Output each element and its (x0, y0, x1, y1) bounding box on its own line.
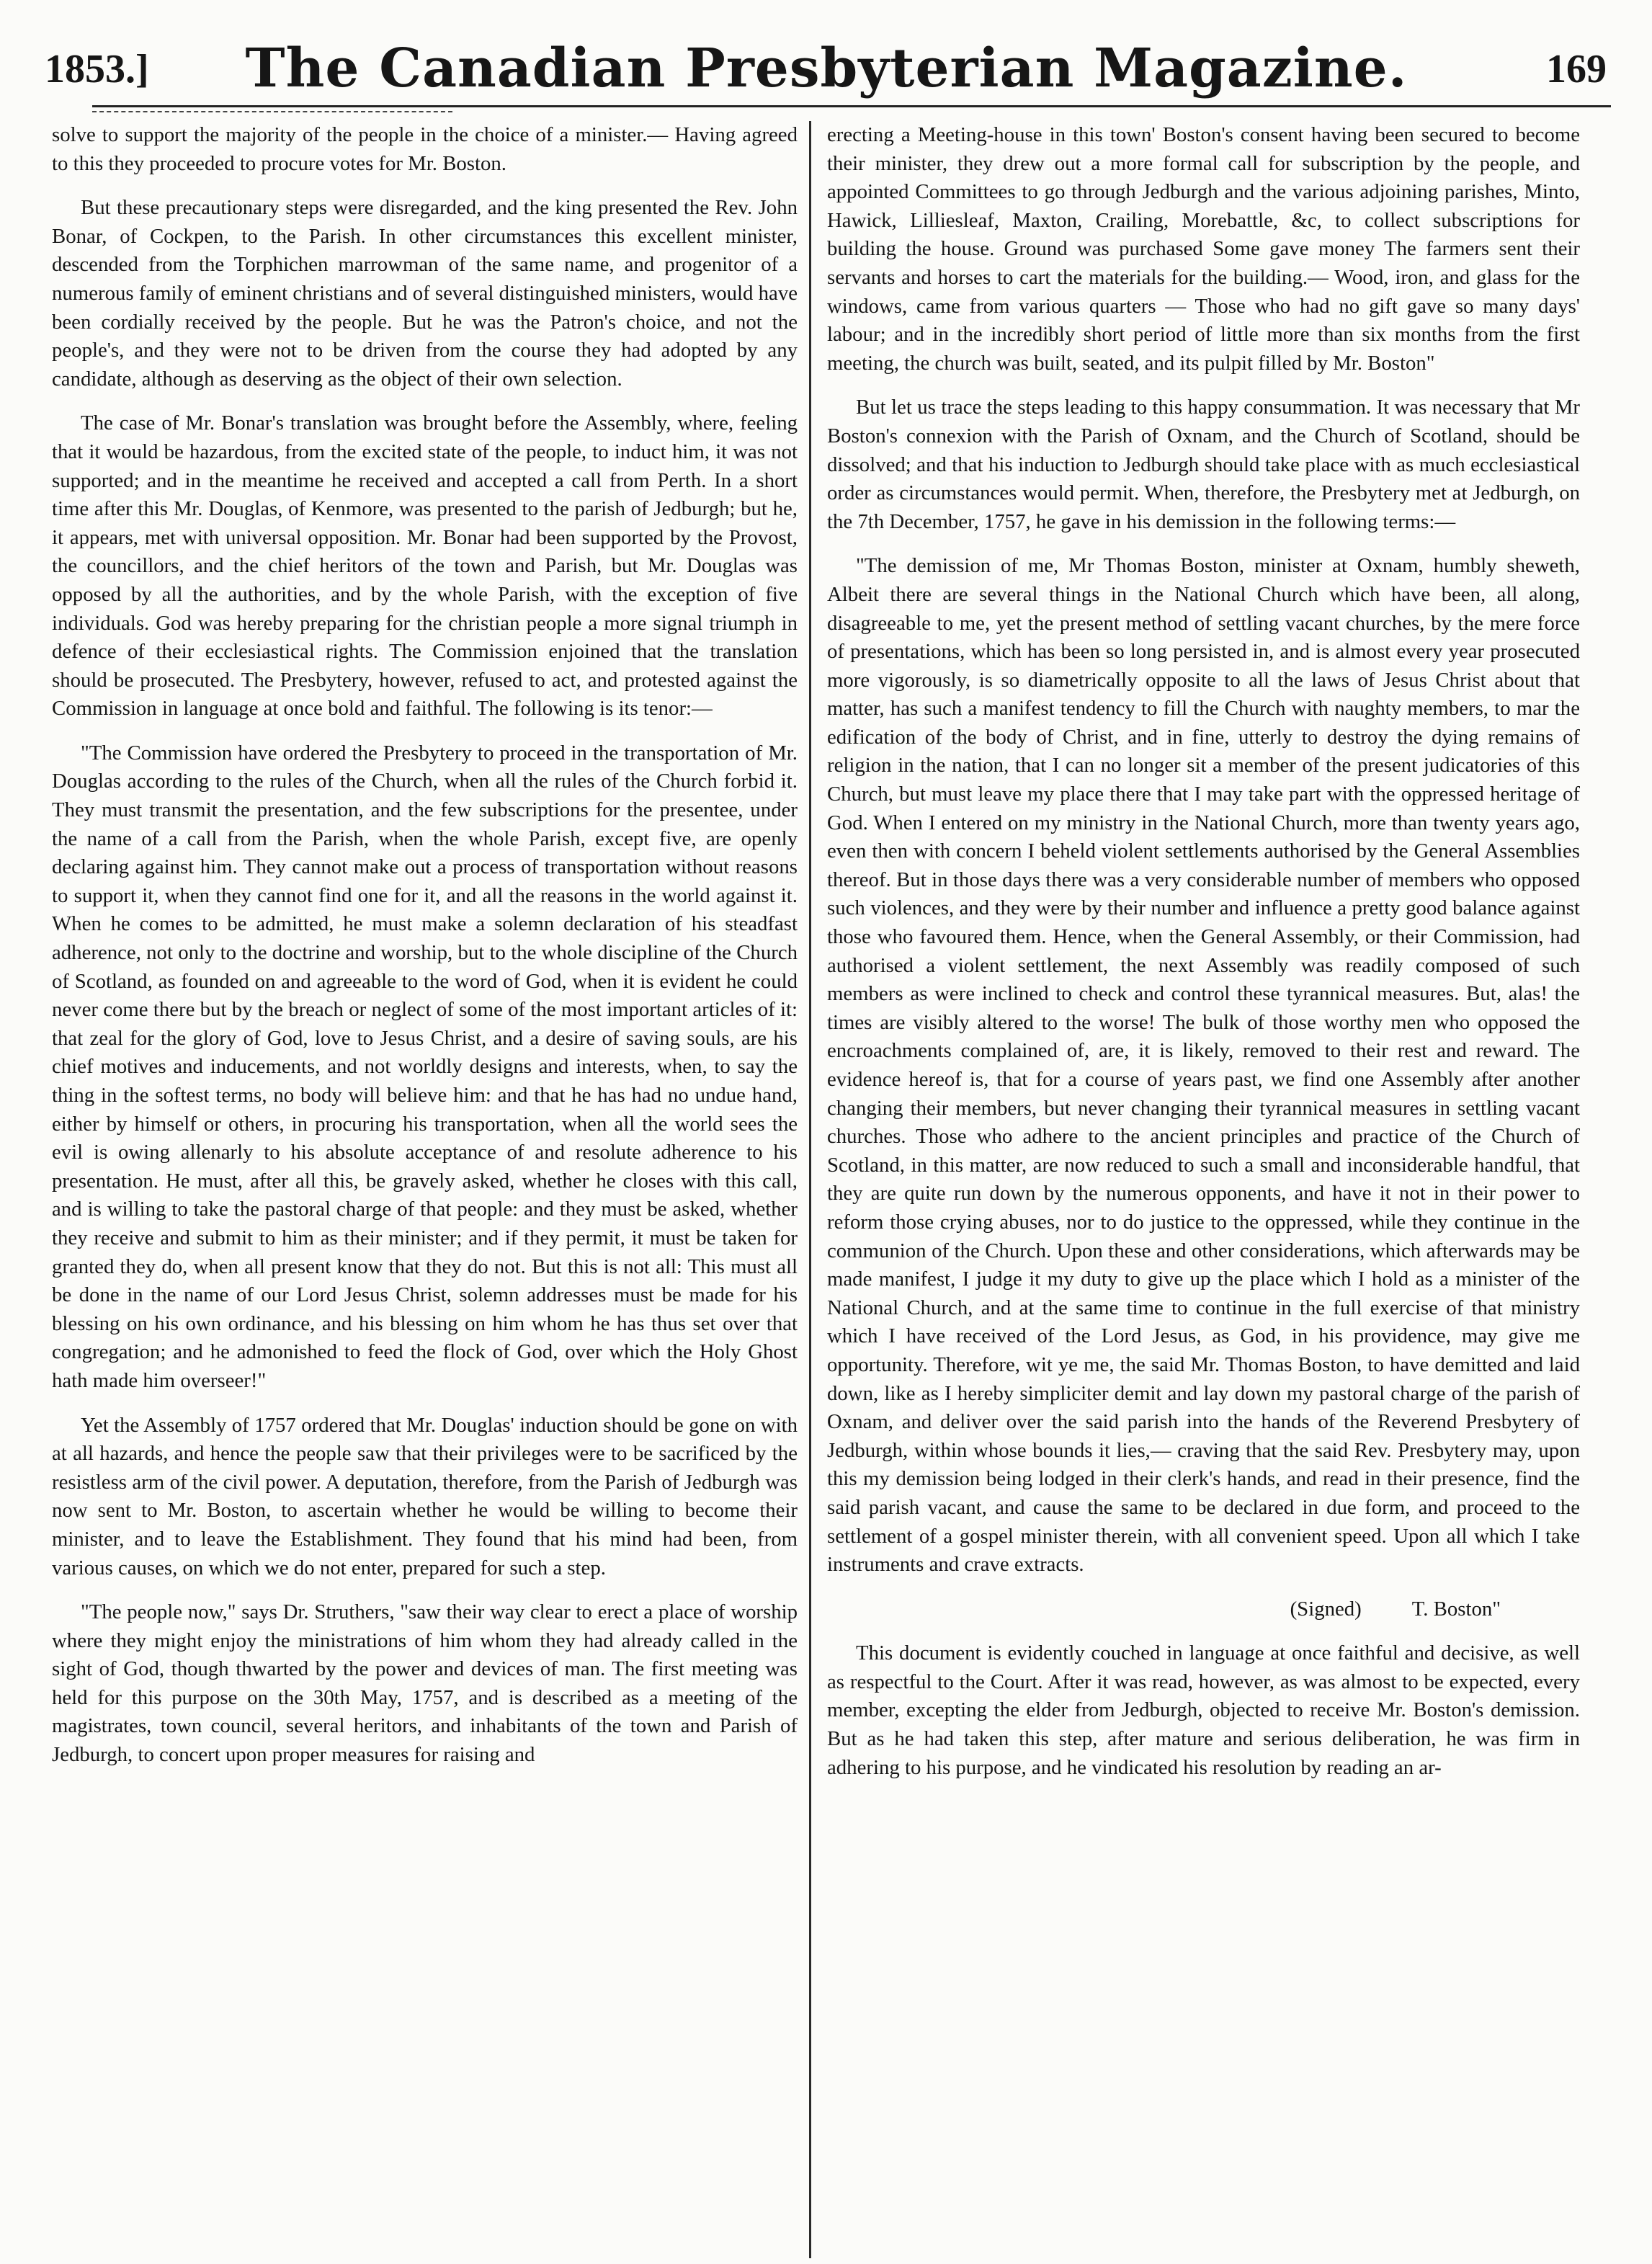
paragraph: But these precautionary steps were disregarded, and the king presented the Rev. John Bonar, of Cockpen, to the Parish. In other circumstances this excellent minister, descended from the Torphichen marrowman of the same name, and progenitor of a numerous family of eminent christians and of several distinguished ministers, would have been cordially received by the people. But he was the Patron's choice, and not the people's, and they were not to be driven from the course they had adopted by any candidate, although as deserving as the object of their own selection. (52, 196, 798, 391)
paragraph: But let us trace the steps leading to this happy consummation. It was necessary that Mr Boston's connexion with the Parish of Oxnam, and the Church of Scotland, should be dissolved; and that his induction to Jedburgh should take place with as much ecclesiastical order as circumstances would permit. When, therefore, the Presbytery met at Jedburgh, on the 7th December, 1757, he gave in his demission in the following terms:— (827, 396, 1580, 533)
quoted-protest: "The Commission have ordered the Presbytery to proceed in the transportation of Mr. Douglas according to the rules of the Church, when all the rules of the Church forbid it. They must transmit the presentation, and the few subscriptions for the presentee, under the name of a call from the Parish, when the whole Parish, except five, are openly declaring against him. They cannot make out a process of transportation without reasons to support it, when they cannot find one for it, and all the reasons in the world against it. When he comes to be admitted, he must make a solemn declaration of his steadfast adherence, not only to the doctrine and worship, but to the whole discipline of the Church of Scotland, as founded on and agreeable to the word of God, when it is evident he could never come there but by the breach or neglect of some of the most important articles of it: that zeal for the glory of God, love to Jesus Christ, and a desire of saving souls, are his chief motives and inducements, and not worldly designs and interests, when, to say the thing in the softest terms, no body will believe him: and that he has had no undue hand, either by himself or others, in procuring his transportation, when all the world sees the evil is owing allenarly to his absolute acceptance of and resolute adherence to his presentation. He must, after all this, be gravely asked, whether he closes with this call, and is willing to take the pastoral charge of that people: and they must be asked, whether they receive and submit to him as their minister; and if they permit, it must be taken for granted they do, when all present know that they do not. But this is not all: This must all be done in the name of our Lord Jesus Christ, solemn addresses must be made for his blessing on his own ordinance, and his blessing on him whom he has thus set over that congregation; and he admonished to feed the flock of God, over which the Holy Ghost hath made him overseer!" (52, 741, 798, 1392)
header-year: 1853.] (45, 47, 149, 92)
signature-name: T. Boston" (1411, 1597, 1501, 1621)
header-rule (92, 105, 1611, 107)
paragraph: erecting a Meeting-house in this town' Boston's consent having been secured to become their minister, they drew out a more formal call for subscription by the people, and appointed Committees to go through Jedburgh and the various adjoining parishes, Minto, Hawick, Lilliesleaf, Maxton, Crailing, Morebattle, &c, to collect subscriptions for building the house. Ground was purchased Some gave money The farmers sent their servants and horses to cart the materials for the building.— Wood, iron, and glass for the windows, came from various quarters — Those who had no gift gave so many days' labour; and in the incredibly short period of little more than six months from the first meeting, the church was built, seated, and its pulpit filled by Mr. Boston" (827, 123, 1580, 375)
signature-line (827, 1595, 1580, 1624)
signed-label: (Signed) (1290, 1597, 1362, 1621)
quoted-struthers: "The people now," says Dr. Struthers, "saw their way clear to erect a place of worship where they might enjoy the ministrations of him whom they had already called in the sight of God, though thwarted by the power and devices of man. The first meeting was held for this purpose on the 30th May, 1757, and is described as a meeting of the magistrates, town council, several heritors, and inhabitants of the town and Parish of Jedburgh, to concert upon proper measures for raising and (52, 1600, 798, 1767)
page-header (42, 35, 1611, 107)
paragraph: The case of Mr. Bonar's translation was brought before the Assembly, where, feeling that it would be hazardous, from the excited state of the people, to induct him, it was not supported; and in the meantime he received and accepted a call from Perth. In a short time after this Mr. Douglas, of Kenmore, was presented to the parish of Jedburgh; but he, it appears, met with universal opposition. Mr. Bonar had been supported by the Provost, the councillors, and the chief heritors of the town and Parish, but Mr. Douglas was opposed by all the authorities, and by the whole Parish, with the exception of five individuals. God was hereby preparing for the christian people a more signal triumph in defence of their ecclesiastical rights. The Commission enjoined that the translation should be prosecuted. The Presbytery, however, refused to act, and protested against the Commission in language at once bold and faithful. The following is its tenor:— (52, 411, 798, 721)
magazine-title: The Canadian Presbyterian Magazine. (245, 37, 1408, 99)
header-rule-ornament (92, 111, 452, 112)
page-number: 169 (1546, 47, 1607, 92)
paragraph: Yet the Assembly of 1757 ordered that Mr. Douglas' induction should be gone on with at all hazards, and hence the people saw that their privileges were to be sacrificed by the resistless arm of the civil power. A deputation, therefore, from the Parish of Jedburgh was now sent to Mr. Boston, to ascertain whether he would be willing to become their minister, and to leave the Establishment. They found that his mind had been, from various causes, on which we do not enter, prepared for such a step. (52, 1413, 798, 1579)
quoted-demission: "The demission of me, Mr Thomas Boston, minister at Oxnam, humbly sheweth, Albeit there are several things in the National Church which have been, all along, disagreeable to me, yet the present method of settling vacant churches, by the mere force of presentations, which has been so long persisted in, and is almost every year prosecuted more vigorously, is so diametrically opposite to all the laws of Jesus Christ about that matter, has such a manifest tendency to fill the Church with naughty members, to mar the edification of the body of Christ, and in fine, utterly to destroy the dying remains of religion in the nation, that I can no longer sit a member of the present judicatories of this Church, but must leave my place there that I may take part with the oppressed heritage of God. When I entered on my ministry in the National Church, more than twenty years ago, even then with concern I beheld violent settlements authorised by the General Assemblies thereof. But in those days there was a very considerable number of members who opposed such violences, and they were by their number and influence a pretty good balance against those who favoured them. Hence, when the General Assembly, or their Commission, had authorised a violent settlement, the next Assembly was readily composed of such members as were inclined to check and control these tyrannical measures. But, alas! the times are visibly altered to the worse! The bulk of those worthy men who opposed the encroachments complained of, are, it is likely, removed to their rest and reward. The evidence hereof is, that for a course of years past, we find one Assembly after another changing their members, but never changing their tyrannical measures in settling vacant churches. Those who adhere to the ancient principles and practice of the Church of Scotland, in this matter, are now reduced to such a small and inconsiderable handful, that they are quite run down by the numerous opponents, and have it not in their power to reform those crying abuses, nor to do justice to the oppressed, while they continue in the communion of the Church. Upon these and other considerations, which afterwards may be made manifest, I judge it my duty to give up the place which I hold as a minister of the National Church, and at the same time to continue in the full exercise of that ministry which I have received of the Lord Jesus, as God, in his providence, may give me opportunity. Therefore, wit ye me, the said Mr. Thomas Boston, to have demitted and laid down, like as I hereby simpliciter demit and lay down my pastoral charge of the parish of Oxnam, and deliver over the said parish into the hands of the Reverend Presbytery of Jedburgh, within whose bounds it lies,— craving that the said Rev. Presbytery may, upon this my demission being lodged in their clerk's hands, and read in their presence, find the said parish vacant, and cause the same to be declared in due form, and proceed to the settlement of a gospel minister therein, with all convenient speed. Upon all which I take instruments and crave extracts. (827, 554, 1580, 1577)
column-divider (809, 121, 811, 2258)
right-column (827, 121, 1580, 2254)
paragraph: solve to support the majority of the people in the choice of a minister.— Having agreed to this they proceeded to procure votes for Mr. Boston. (52, 123, 798, 175)
left-column (52, 121, 798, 2254)
paragraph: This document is evidently couched in language at once faithful and decisive, as well as respectful to the Court. After it was read, however, as was almost to be expected, every member, excepting the elder from Jedburgh, objected to receive Mr. Boston's demission. But as he had taken this step, after mature and serious deliberation, he was firm in adhering to his purpose, and he vindicated his resolution by reading an ar- (827, 1641, 1580, 1779)
